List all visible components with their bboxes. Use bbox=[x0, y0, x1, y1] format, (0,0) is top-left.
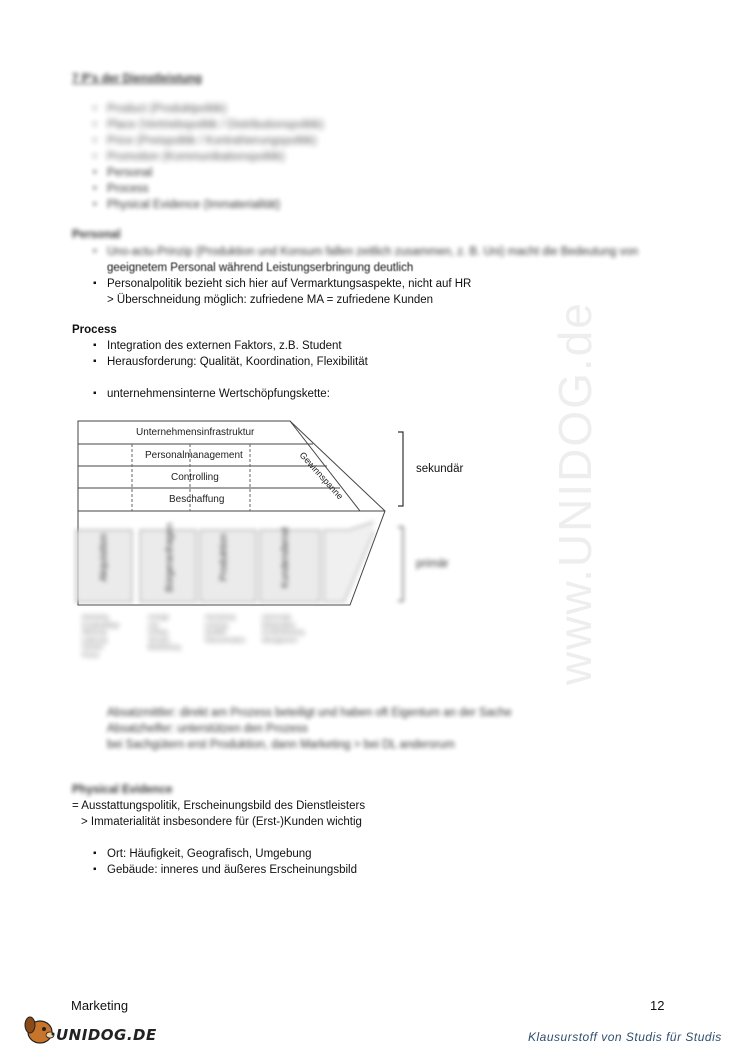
list-7ps bbox=[93, 101, 324, 213]
note-line: Bearbeitung bbox=[148, 645, 181, 651]
note-line: Kundenbindung bbox=[262, 630, 305, 636]
secondary-bracket bbox=[396, 430, 408, 510]
list-item: ▪ unternehmensinterne Wertschöpfungskette: bbox=[93, 386, 330, 402]
primary-label: primär bbox=[416, 558, 449, 570]
note-line: Marketing bbox=[82, 615, 109, 621]
list-item: ▪ Ort: Häufigkeit, Geografisch, Umgebung bbox=[93, 846, 357, 862]
note-line: Vertrieb bbox=[82, 645, 103, 651]
note-column bbox=[82, 615, 119, 660]
personal-text: > Überschneidung möglich: zufriedene MA = zufriedene Kunden bbox=[107, 294, 434, 306]
secondary-activity: Controlling bbox=[171, 472, 219, 483]
list-item: ▪ Herausforderung: Qualität, Koordination, Flexibilität bbox=[93, 354, 368, 370]
footer-logo bbox=[20, 1012, 170, 1046]
note-line: Termine bbox=[148, 637, 170, 644]
personal-text: geeignetem Personal während Leistungserbringung deutlich bbox=[107, 262, 414, 274]
note-line: Herstellung bbox=[205, 615, 236, 621]
list-item: ▪ Promotion (Kommunikationspolitik) bbox=[93, 149, 324, 165]
section-title-physical: Physical Evidence bbox=[72, 784, 173, 796]
process-note: bei Sachgütern erst Produktion, dann Marketing > bei DL andersrum bbox=[107, 739, 455, 751]
note-line: Dokumentation bbox=[205, 637, 246, 644]
section-title-personal: Personal bbox=[72, 229, 121, 241]
secondary-label: sekundär bbox=[416, 463, 464, 475]
margin-label: Gewinnspanne bbox=[297, 450, 346, 502]
physical-text: = Ausstattungspolitik, Erscheinungsbild des Dienstleisters bbox=[72, 800, 366, 812]
list-item: ▪ Product (Produktpolitik) bbox=[93, 101, 324, 117]
primary-bracket bbox=[396, 525, 408, 605]
primary-activity: Akquisition bbox=[98, 533, 110, 582]
note-line: Kundenpflege bbox=[82, 622, 120, 629]
list-item: ▪ Personalpolitik bezieht sich hier auf Vermarktungsaspekte, nicht auf HR bbox=[93, 276, 471, 292]
note-line: Auftrag bbox=[148, 630, 168, 636]
note-line: Leistung bbox=[205, 622, 228, 629]
process-note: Absatzmittler: direkt am Prozess beteiligt und haben oft Eigentum an der Sache bbox=[107, 707, 512, 719]
note-line: Reklamation bbox=[262, 622, 296, 629]
watermark-text: www.UNIDOG.de bbox=[549, 301, 601, 685]
primary-activity: Kundendienst bbox=[280, 526, 292, 589]
footer-slogan: Klausurstoff von Studis für Studis bbox=[528, 1030, 722, 1044]
list-item: ▪ Price (Preispolitik / Kontrahierungspolitik) bbox=[93, 133, 324, 149]
secondary-activity: Personalmanagement bbox=[145, 450, 243, 461]
section-title-process: Process bbox=[72, 324, 117, 336]
note-line: Anfrage und bbox=[148, 615, 170, 629]
list-item: ▪ Gebäude: inneres und äußeres Erscheinungsbild bbox=[93, 862, 357, 878]
note-line: Qualität bbox=[205, 630, 226, 636]
note-column bbox=[205, 615, 245, 645]
primary-activity: Produktion bbox=[218, 533, 230, 582]
secondary-activity: Unternehmensinfrastruktur bbox=[136, 427, 255, 438]
note-column bbox=[262, 615, 304, 645]
list-item: ▪ Place (Vertriebspolitik / Distributionspolitik) bbox=[93, 117, 324, 133]
list-item: ▪ Physical Evidence (Immaterialität) bbox=[93, 197, 324, 213]
note-line: Werbung bbox=[82, 630, 107, 636]
list-personal-2 bbox=[93, 276, 471, 292]
section-title-7ps: 7 P's der Dienstleistung bbox=[72, 73, 202, 85]
process-note: Absatzhelfer: unterstützen den Prozess bbox=[107, 723, 308, 735]
page-number: 12 bbox=[650, 998, 665, 1013]
note-line: Lieferung bbox=[82, 637, 108, 644]
list-item: ▪ Process bbox=[93, 181, 324, 197]
list-item: ▪ Uno-actu-Prinzip (Produktion und Konsum fallen zeitlich zusammen, z. B. Uni) macht die Bedeutung von bbox=[93, 244, 638, 260]
list-item: ▪ Personal bbox=[93, 165, 324, 181]
note-line: Preise bbox=[82, 652, 100, 659]
logo-text: UNIDOG.DE bbox=[56, 1026, 157, 1044]
note-line: Management bbox=[262, 637, 298, 644]
footer-subject: Marketing bbox=[71, 998, 129, 1013]
physical-text: > Immaterialität insbesondere für (Erst-)Kunden wichtig bbox=[81, 816, 362, 828]
dog-icon bbox=[20, 1012, 58, 1046]
note-line: Nachsorge bbox=[262, 615, 292, 621]
list-item: ▪ Integration des externen Faktors, z.B. Student bbox=[93, 338, 368, 354]
secondary-activity: Beschaffung bbox=[169, 494, 225, 505]
list-process bbox=[93, 338, 368, 370]
primary-activity: Bürgeranfragen bbox=[164, 522, 176, 593]
list-process-chain bbox=[93, 386, 330, 402]
list-physical bbox=[93, 846, 357, 878]
list-personal bbox=[93, 244, 638, 260]
note-column bbox=[148, 615, 180, 653]
